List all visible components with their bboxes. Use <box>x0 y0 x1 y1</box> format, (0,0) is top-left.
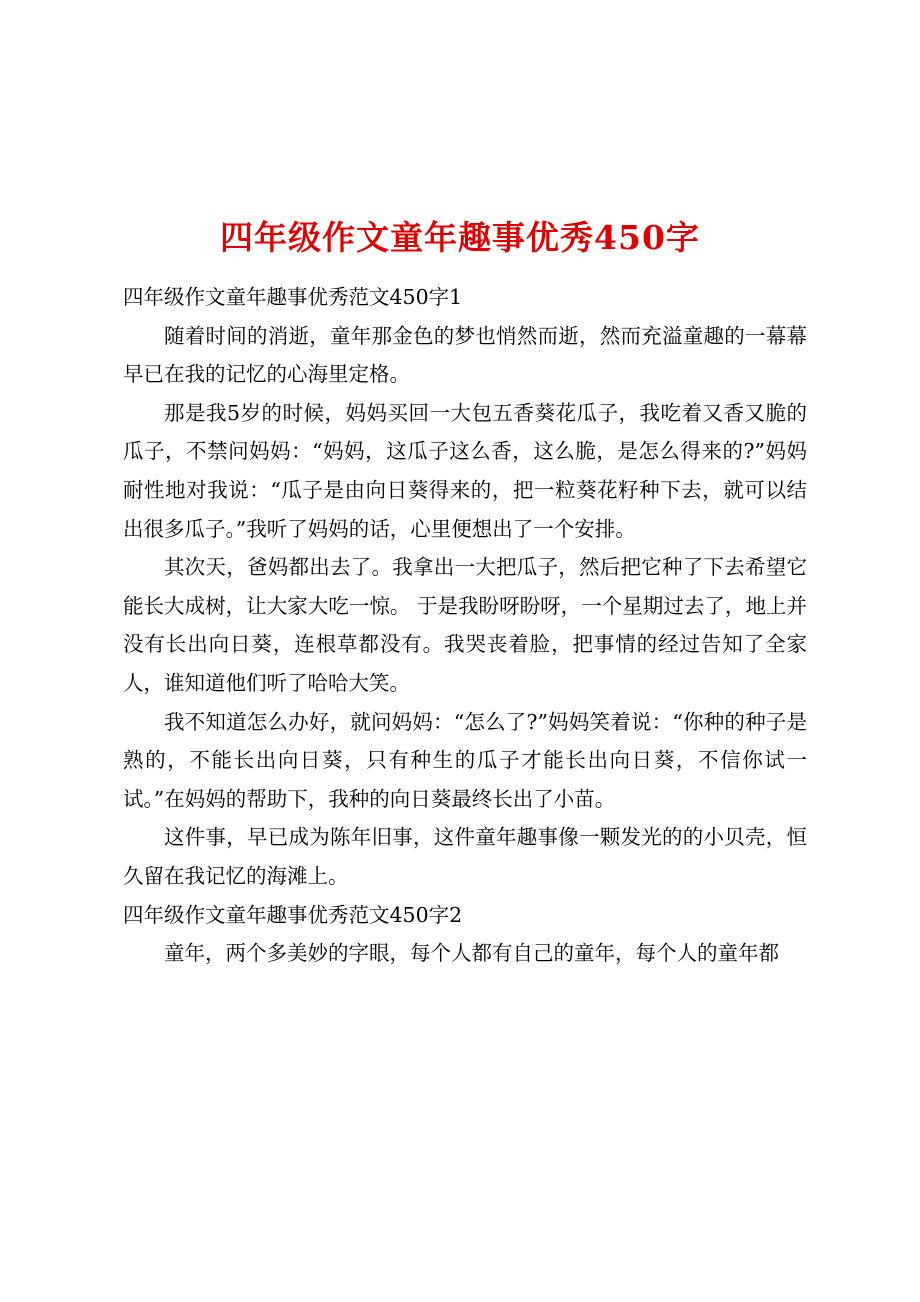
section-1-paragraph-2: 那是我5岁的时候，妈妈买回一大包五香葵花瓜子，我吃着又香又脆的瓜子，不禁问妈妈：“妈妈，这瓜子这么香，这么脆，是怎么得来的?”妈妈耐性地对我说：“瓜子是由向日葵得来的，把一粒葵花籽种下去，就可以结出很多瓜子。”我听了妈妈的话，心里便想出了一个安排。 <box>123 400 807 541</box>
section-1-paragraph-5: 这件事，早已成为陈年旧事，这件童年趣事像一颗发光的的小贝壳，恒久留在我记忆的海滩上。 <box>123 825 807 888</box>
document-body <box>123 278 807 973</box>
section-2-paragraph-1: 童年，两个多美妙的字眼，每个人都有自己的童年，每个人的童年都 <box>164 941 779 966</box>
section-1-paragraph-1: 随着时间的消逝，童年那金色的梦也悄然而逝，然而充溢童趣的一幕幕早已在我的记忆的心海里定格。 <box>123 323 807 387</box>
section-1-paragraph-3: 其次天，爸妈都出去了。我拿出一大把瓜子，然后把它种了下去希望它能长大成树，让大家大吃一惊。 于是我盼呀盼呀，一个星期过去了，地上并没有长出向日葵，连根草都没有。我哭丧着脸，把事情的经过告知了全家人，谁知道他们听了哈哈大笑。 <box>123 555 807 695</box>
section-2-heading: 四年级作文童年趣事优秀范文450字2 <box>123 902 463 927</box>
section-1-heading: 四年级作文童年趣事优秀范文450字1 <box>123 285 463 309</box>
document-title: 四年级作文童年趣事优秀450字 <box>220 218 700 258</box>
section-1-paragraph-4: 我不知道怎么办好，就问妈妈：“怎么了?”妈妈笑着说：“你种的种子是熟的，不能长出向日葵，只有种生的瓜子才能长出向日葵，不信你试一试。”在妈妈的帮助下，我种的向日葵最终长出了小苗。 <box>123 709 807 811</box>
